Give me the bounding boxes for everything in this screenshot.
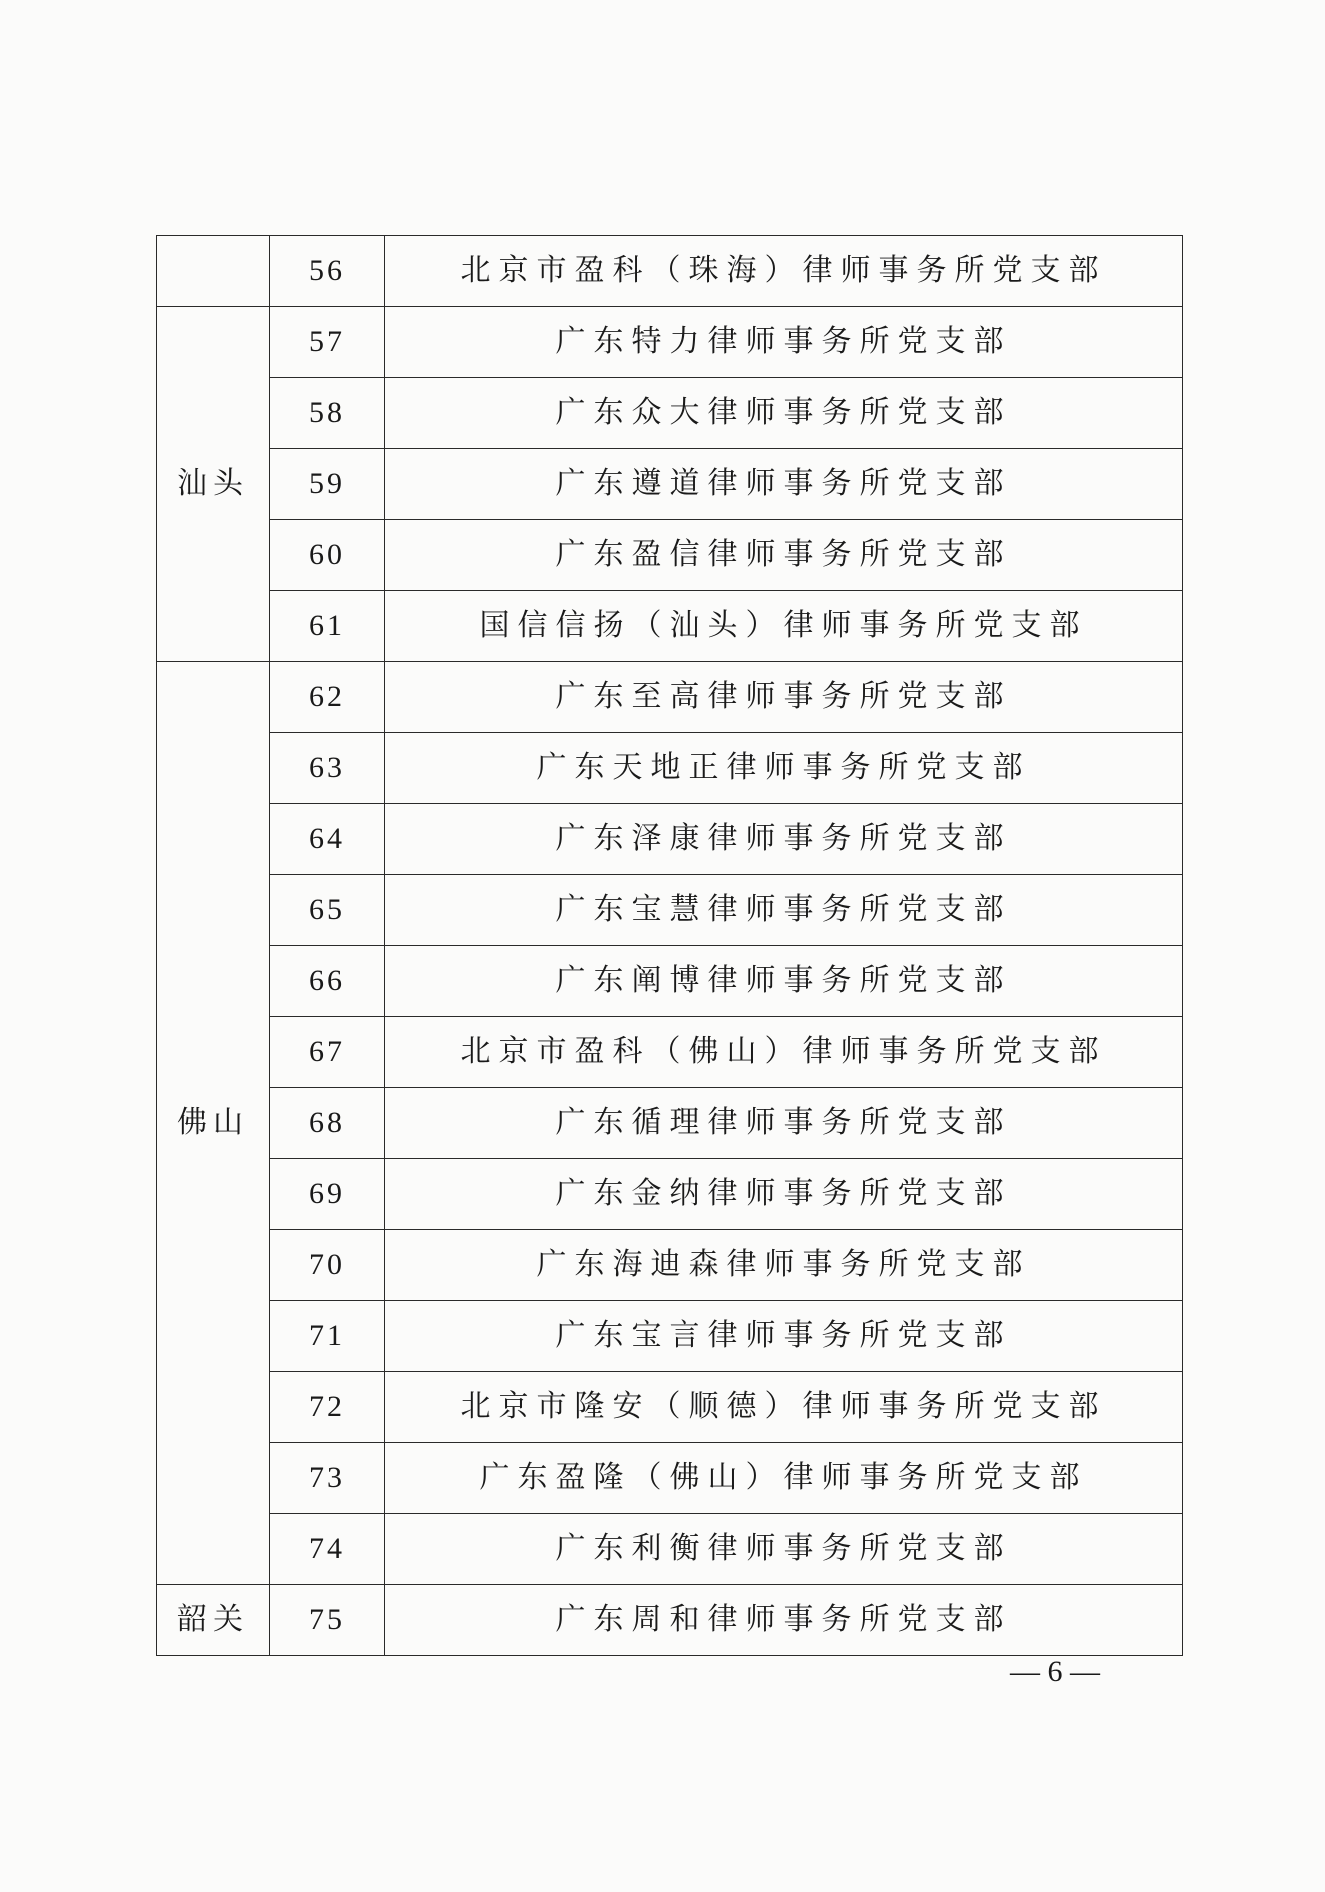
serial-number-cell: 74 <box>270 1514 385 1585</box>
serial-number-cell: 66 <box>270 946 385 1017</box>
serial-number-cell: 58 <box>270 378 385 449</box>
branch-name-cell: 国信信扬（汕头）律师事务所党支部 <box>385 591 1183 662</box>
table-row <box>157 520 1183 591</box>
page-number: — 6 — <box>1010 1655 1100 1688</box>
serial-number-cell: 69 <box>270 1159 385 1230</box>
serial-number-cell: 56 <box>270 236 385 307</box>
serial-number-cell: 73 <box>270 1443 385 1514</box>
table-row <box>157 1159 1183 1230</box>
branch-name-cell: 广东至高律师事务所党支部 <box>385 662 1183 733</box>
branch-name-cell: 广东盈信律师事务所党支部 <box>385 520 1183 591</box>
branch-name-cell: 广东天地正律师事务所党支部 <box>385 733 1183 804</box>
table-row <box>157 449 1183 520</box>
branch-name-cell: 广东特力律师事务所党支部 <box>385 307 1183 378</box>
table-row <box>157 1301 1183 1372</box>
table-row <box>157 1585 1183 1656</box>
serial-number-cell: 61 <box>270 591 385 662</box>
branch-name-cell: 广东遵道律师事务所党支部 <box>385 449 1183 520</box>
branch-name-cell: 北京市盈科（佛山）律师事务所党支部 <box>385 1017 1183 1088</box>
branch-name-cell: 广东周和律师事务所党支部 <box>385 1585 1183 1656</box>
table-row <box>157 1443 1183 1514</box>
serial-number-cell: 75 <box>270 1585 385 1656</box>
serial-number-cell: 68 <box>270 1088 385 1159</box>
table-row <box>157 875 1183 946</box>
table-row <box>157 804 1183 875</box>
branch-name-cell: 广东循理律师事务所党支部 <box>385 1088 1183 1159</box>
table-row <box>157 1514 1183 1585</box>
serial-number-cell: 70 <box>270 1230 385 1301</box>
serial-number-cell: 67 <box>270 1017 385 1088</box>
branch-name-cell: 广东金纳律师事务所党支部 <box>385 1159 1183 1230</box>
table-row <box>157 662 1183 733</box>
serial-number-cell: 57 <box>270 307 385 378</box>
table-row <box>157 378 1183 449</box>
table-body <box>157 236 1183 1656</box>
serial-number-cell: 65 <box>270 875 385 946</box>
branch-name-cell: 北京市盈科（珠海）律师事务所党支部 <box>385 236 1183 307</box>
serial-number-cell: 60 <box>270 520 385 591</box>
table-row <box>157 591 1183 662</box>
region-cell <box>157 236 270 307</box>
serial-number-cell: 63 <box>270 733 385 804</box>
party-branch-table <box>156 235 1183 1656</box>
table-row <box>157 236 1183 307</box>
region-cell: 韶关 <box>157 1585 270 1656</box>
table-row <box>157 1017 1183 1088</box>
table-row <box>157 1088 1183 1159</box>
branch-name-cell: 北京市隆安（顺德）律师事务所党支部 <box>385 1372 1183 1443</box>
region-cell: 汕头 <box>157 307 270 662</box>
serial-number-cell: 72 <box>270 1372 385 1443</box>
branch-name-cell: 广东泽康律师事务所党支部 <box>385 804 1183 875</box>
region-cell: 佛山 <box>157 662 270 1585</box>
branch-name-cell: 广东众大律师事务所党支部 <box>385 378 1183 449</box>
branch-name-cell: 广东盈隆（佛山）律师事务所党支部 <box>385 1443 1183 1514</box>
serial-number-cell: 71 <box>270 1301 385 1372</box>
table-row <box>157 946 1183 1017</box>
serial-number-cell: 62 <box>270 662 385 733</box>
branch-name-cell: 广东宝言律师事务所党支部 <box>385 1301 1183 1372</box>
branch-name-cell: 广东阐博律师事务所党支部 <box>385 946 1183 1017</box>
branch-name-cell: 广东宝慧律师事务所党支部 <box>385 875 1183 946</box>
branch-name-cell: 广东利衡律师事务所党支部 <box>385 1514 1183 1585</box>
table-row <box>157 307 1183 378</box>
table-row <box>157 1230 1183 1301</box>
serial-number-cell: 64 <box>270 804 385 875</box>
serial-number-cell: 59 <box>270 449 385 520</box>
table-row <box>157 1372 1183 1443</box>
branch-name-cell: 广东海迪森律师事务所党支部 <box>385 1230 1183 1301</box>
table-row <box>157 733 1183 804</box>
